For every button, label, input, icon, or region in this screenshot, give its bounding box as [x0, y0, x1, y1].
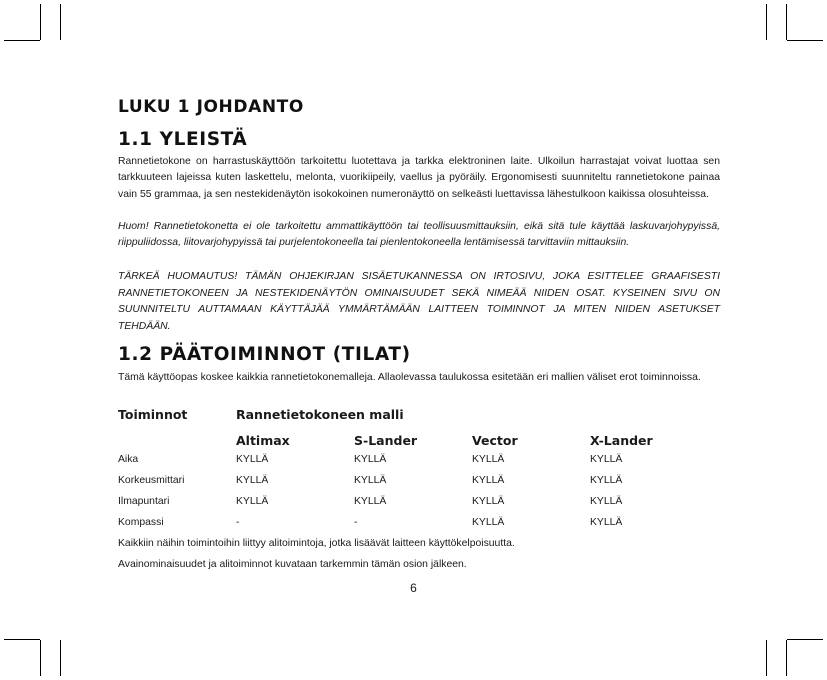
crop-mark: [40, 4, 41, 40]
function-name: Korkeusmittari: [118, 475, 185, 486]
section-title-main-functions: 1.2 PÄÄTOIMINNOT (TILAT): [118, 344, 411, 365]
table-cell: KYLLÄ: [236, 454, 269, 465]
note-paragraph: Huom! Rannetietokonetta ei ole tarkoitettu ammattikäyttöön tai teollisuusmittauksiin, eikä sitä tule käyttää laskuvarjohypyissä, riippuliidossa, liitovarjohypyissä tai purjelentokoneella tai pienlentokoneella lentämisessä tarvittaviin mittauksiin.: [118, 221, 720, 249]
model-name: Vector: [472, 433, 518, 448]
crop-mark: [786, 640, 787, 676]
column-header-functions: Toiminnot: [118, 407, 188, 422]
model-name: Altimax: [236, 433, 290, 448]
table-cell: KYLLÄ: [590, 475, 623, 486]
table-cell: KYLLÄ: [236, 496, 269, 507]
model-name: X-Lander: [590, 433, 653, 448]
table-row: [118, 517, 718, 535]
functions-intro-paragraph: Tämä käyttöopas koskee kaikkia rannetietokonemalleja. Allaolevassa taulukossa esitetään eri mallien väliset erot toiminnoissa.: [118, 372, 701, 383]
table-cell: KYLLÄ: [472, 496, 505, 507]
function-name: Aika: [118, 454, 139, 465]
crop-mark: [786, 4, 787, 40]
crop-mark: [4, 639, 40, 640]
table-cell: -: [236, 517, 240, 528]
key-features-note: Avainominaisuudet ja alitoiminnot kuvataan tarkemmin tämän osion jälkeen.: [118, 559, 467, 570]
table-cell: KYLLÄ: [354, 475, 387, 486]
model-name: S-Lander: [354, 433, 418, 448]
page-number: 6: [410, 581, 417, 595]
table-cell: KYLLÄ: [354, 496, 387, 507]
crop-mark: [4, 40, 40, 41]
chapter-title: LUKU 1 JOHDANTO: [118, 97, 304, 117]
table-cell: KYLLÄ: [590, 454, 623, 465]
table-cell: KYLLÄ: [472, 475, 505, 486]
crop-mark: [766, 4, 767, 40]
intro-paragraph: Rannetietokone on harrastuskäyttöön tarkoitettu luotettava ja tarkka elektroninen laite. Ulkoilun harrastajat voivat luottaa sen tarkkuuteen lajeissa kuten laskettelu, melonta, vuorikiipeily, vaellus ja pyöräily. Ergonomisesti suunniteltu rannetietokone painaa vain 55 grammaa, ja sen nestekidenäytön isokokoinen numeronäyttö on selkeästi luettavissa lähestulkoon kaikissa olosuhteissa.: [118, 156, 720, 200]
crop-mark: [40, 640, 41, 676]
table-row: [118, 454, 718, 472]
table-header-row: [118, 407, 718, 425]
crop-mark: [787, 639, 823, 640]
table-cell: KYLLÄ: [590, 496, 623, 507]
important-notice-paragraph: TÄRKEÄ HUOMAUTUS! TÄMÄN OHJEKIRJAN SISÄETUKANNESSA ON IRTOSIVU, JOKA ESITTELEE GRAAFISESTI RANNETIETOKONEEN JA NESTEKIDENÄYTÖN OMINAISUUDET SEKÄ NIMEÄÄ NIIDEN OSAT. KYSEINEN SIVU ON SUUNNITELTU AUTTAMAAN KÄYTTÄJÄÄ YMMÄRTÄMÄÄN LAITTEEN TOIMINNOT JA MITEN NIIDEN ASETUKSET TEHDÄÄN.: [118, 271, 720, 332]
table-cell: -: [354, 517, 358, 528]
sub-functions-note: Kaikkiin näihin toimintoihin liittyy alitoimintoja, jotka lisäävät laitteen käyttökelpoisuutta.: [118, 538, 515, 549]
table-row: [118, 496, 718, 514]
crop-mark: [60, 4, 61, 40]
table-cell: KYLLÄ: [590, 517, 623, 528]
table-cell: KYLLÄ: [236, 475, 269, 486]
section-title-general: 1.1 YLEISTÄ: [118, 129, 248, 150]
crop-mark: [60, 640, 61, 676]
table-model-row: [118, 433, 718, 451]
function-name: Kompassi: [118, 517, 164, 528]
crop-mark: [787, 40, 823, 41]
table-cell: KYLLÄ: [354, 454, 387, 465]
crop-mark: [766, 640, 767, 676]
column-header-models: Rannetietokoneen malli: [236, 407, 404, 422]
table-cell: KYLLÄ: [472, 454, 505, 465]
table-cell: KYLLÄ: [472, 517, 505, 528]
function-name: Ilmapuntari: [118, 496, 170, 507]
table-row: [118, 475, 718, 493]
